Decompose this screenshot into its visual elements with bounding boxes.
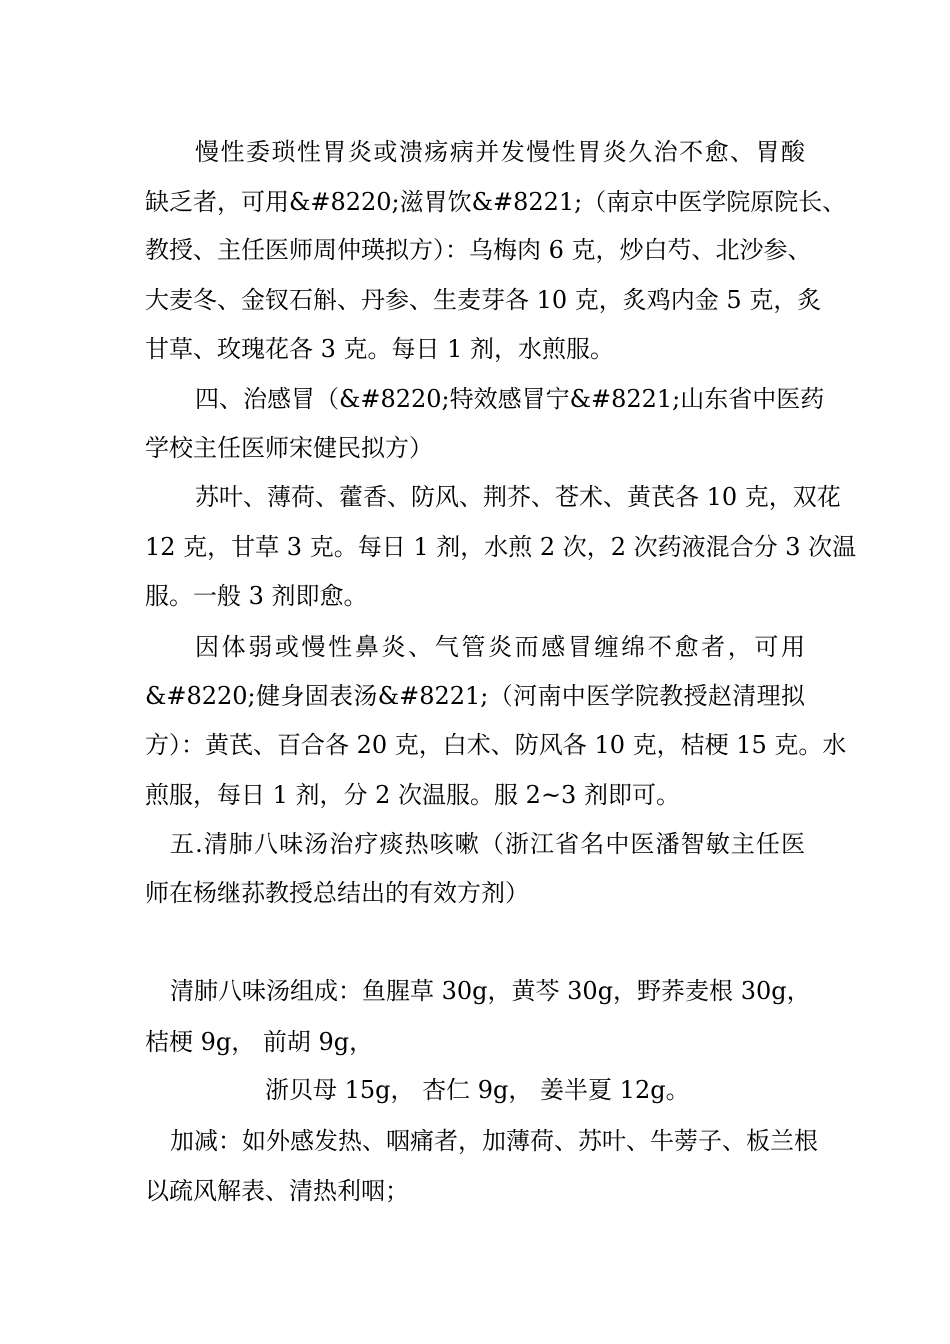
text-line: 12 克，甘草 3 克。每日 1 剂，水煎 2 次，2 次药液混合分 3 次温 bbox=[145, 533, 857, 561]
text-line: 甘草、玫瑰花各 3 克。每日 1 剂，水煎服。 bbox=[145, 335, 615, 363]
text-line: 学校主任医师宋健民拟方） bbox=[145, 434, 433, 462]
text-line: 清肺八味汤组成：鱼腥草 30g，黄芩 30g，野荞麦根 30g， bbox=[170, 977, 811, 1005]
text-line: 大麦冬、金钗石斛、丹参、生麦芽各 10 克，炙鸡内金 5 克，炙 bbox=[145, 286, 822, 314]
text-line: 教授、主任医师周仲瑛拟方）：乌梅肉 6 克，炒白芍、北沙参、 bbox=[145, 236, 812, 264]
text-line: 浙贝母 15g， 杏仁 9g， 姜半夏 12g。 bbox=[265, 1076, 690, 1104]
text-line: 因体弱或慢性鼻炎、气管炎而感冒缠绵不愈者，可用 bbox=[195, 633, 805, 661]
text-line: 慢性委琐性胃炎或溃疡病并发慢性胃炎久治不愈、胃酸 bbox=[195, 138, 805, 166]
text-line: 方）：黄芪、百合各 20 克，白术、防风各 10 克，桔梗 15 克。水 bbox=[145, 731, 847, 759]
text-line: 缺乏者，可用&#8220;滋胃饮&#8221;（南京中医学院原院长、 bbox=[145, 188, 847, 216]
text-line: &#8220;健身固表汤&#8221;（河南中医学院教授赵清理拟 bbox=[145, 682, 805, 710]
text-line: 服。一般 3 剂即愈。 bbox=[145, 582, 368, 610]
text-line: 师在杨继荪教授总结出的有效方剂） bbox=[145, 879, 529, 907]
text-line: 以疏风解表、清热利咽； bbox=[145, 1177, 409, 1205]
text-line: 苏叶、薄荷、藿香、防风、荆芥、苍术、黄芪各 10 克，双花 bbox=[195, 483, 841, 511]
section-heading: 五.清肺八味汤治疗痰热咳嗽（浙江省名中医潘智敏主任医 bbox=[170, 830, 805, 858]
text-line: 加减：如外感发热、咽痛者，加薄荷、苏叶、牛蒡子、板兰根 bbox=[170, 1127, 818, 1155]
section-heading: 四、治感冒（&#8220;特效感冒宁&#8221;山东省中医药 bbox=[195, 385, 825, 413]
text-line: 桔梗 9g， 前胡 9g， bbox=[145, 1028, 374, 1056]
text-line: 煎服，每日 1 剂，分 2 次温服。服 2~3 剂即可。 bbox=[145, 781, 680, 809]
